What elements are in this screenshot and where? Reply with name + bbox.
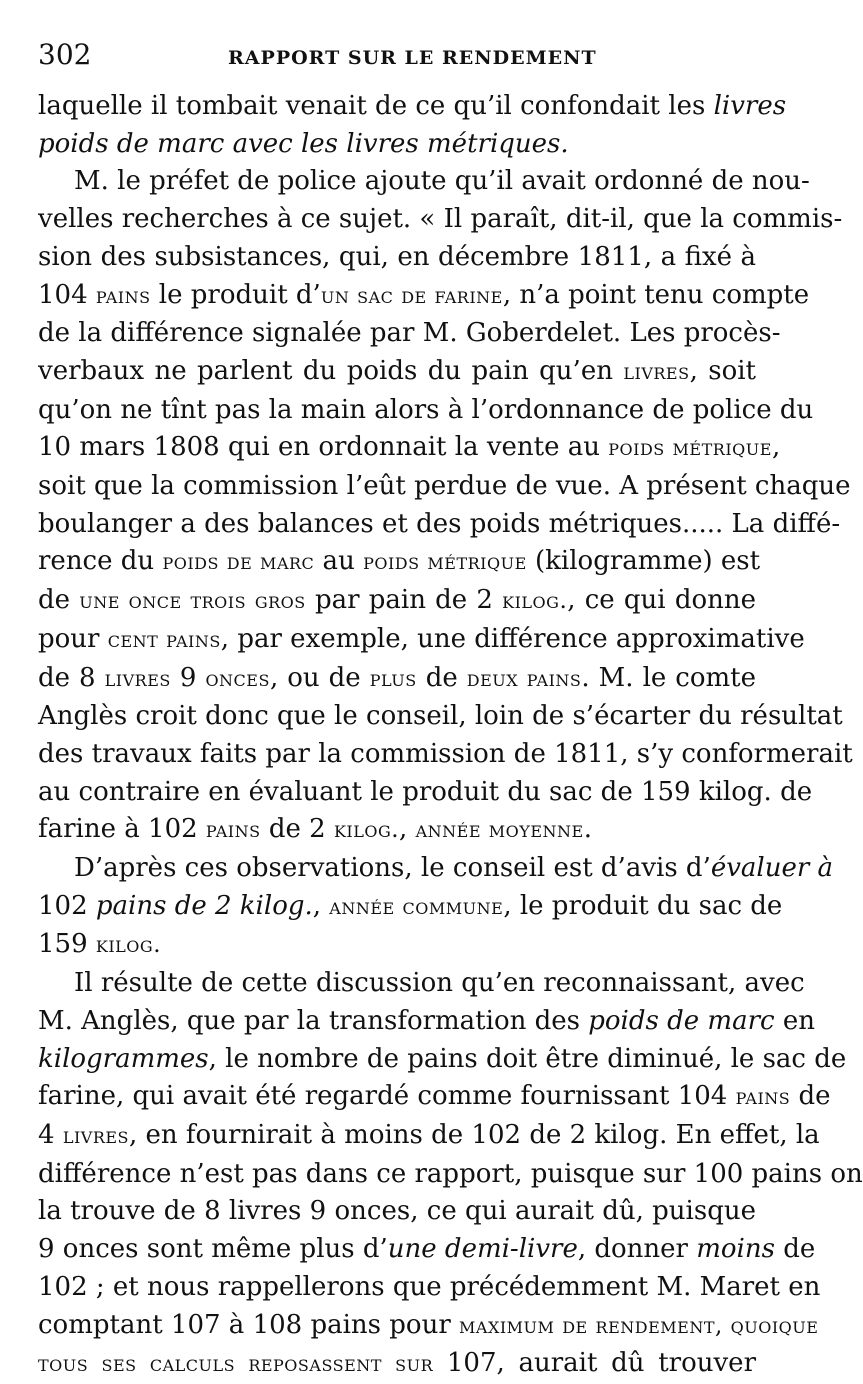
text-segment: pains de 2 kilog. (95, 890, 313, 921)
text-segment: M. Anglès, que par la transformation des (38, 1005, 589, 1036)
text-segment: M. le préfet de police ajoute qu’il avait ordonné de nou- (74, 166, 810, 197)
text-segment: le produit d’ (150, 279, 321, 310)
text-segment: une once trois gros (79, 588, 306, 615)
text-segment: Anglès croit donc que le conseil, loin de s’écarter du résultat (38, 701, 843, 732)
text-segment: kilog. (502, 588, 568, 615)
text-line (38, 1078, 831, 1117)
text-segment: une demi-livre (387, 1234, 578, 1265)
text-segment: pour (38, 623, 108, 654)
text-segment: kilog. (95, 932, 161, 959)
text-line (38, 926, 756, 965)
text-line (38, 774, 813, 812)
text-segment: , (771, 432, 781, 463)
text-segment: , le nombre de pains doit être diminué, le sac de (208, 1043, 847, 1074)
text-segment: 10 mars 1808 qui en ordonnait la vente au (38, 432, 609, 463)
text-line (38, 1231, 816, 1269)
text-line (38, 1269, 821, 1307)
text-segment: , soit (689, 355, 757, 386)
text-segment: qu’on ne tînt pas la main alors à l’ordonnance de police du (38, 394, 814, 425)
text-segment: différence n’est pas dans ce rapport, puisque sur 100 pains on (38, 1158, 863, 1189)
text-segment: 102 (38, 890, 96, 921)
text-segment: . (583, 814, 592, 845)
text-segment: , par exemple, une différence approximative (220, 623, 805, 654)
page-header (38, 38, 756, 88)
text-segment: 159 (38, 929, 96, 960)
text-line (38, 1003, 815, 1041)
text-line (38, 468, 851, 506)
text-segment: soit que la commission l’eût perdue de vue. A présent chaque (38, 471, 851, 502)
text-line (38, 660, 756, 699)
text-line (38, 239, 756, 277)
text-line (38, 698, 843, 736)
text-line (38, 88, 787, 126)
text-segment: sion des subsistances, qui, en décembre 1811, a fixé à (38, 241, 756, 272)
text-line (38, 429, 781, 468)
text-line (38, 965, 805, 1003)
text-segment: , (399, 814, 416, 845)
text-segment: , (312, 890, 330, 921)
text-segment: au (314, 546, 364, 577)
text-segment: poids métrique (608, 435, 772, 462)
text-line (38, 506, 841, 544)
text-segment: poids de marc avec les livres métriques. (38, 128, 569, 159)
text-line (38, 1345, 756, 1384)
text-segment: rence du (38, 546, 163, 577)
body-text (38, 88, 863, 1384)
text-segment: farine à 102 (38, 814, 206, 845)
text-segment: , n’a point tenu compte (502, 279, 810, 310)
text-segment: de (416, 662, 467, 693)
text-segment: par pain de 2 (305, 585, 503, 616)
text-segment: comptant 107 à 108 pains pour (38, 1309, 460, 1340)
text-segment: 9 onces sont même plus d’ (38, 1234, 388, 1265)
text-segment: boulanger a des balances et des poids métriques..... La diffé- (38, 508, 841, 539)
text-line (38, 1041, 847, 1079)
page-number: 302 (38, 38, 92, 71)
text-segment: 104 (38, 279, 96, 310)
text-line (38, 1156, 863, 1194)
text-segment: livres (713, 91, 787, 121)
running-title: RAPPORT SUR LE RENDEMENT (228, 47, 597, 69)
text-segment: onces (205, 665, 270, 692)
text-segment: des travaux faits par la commission de 1811, s’y conformerait (38, 738, 853, 769)
text-segment: , ou de (269, 662, 370, 693)
text-segment: kilogrammes (38, 1043, 209, 1074)
text-segment: de (774, 1234, 816, 1265)
text-line (38, 277, 810, 316)
text-segment: , ce qui donne (567, 585, 756, 616)
text-segment: verbaux ne parlent du poids du pain qu’en (38, 355, 624, 386)
text-segment: 9 (170, 662, 206, 693)
text-segment: livres (62, 1122, 129, 1149)
text-segment: 107, aurait dû trouver (433, 1348, 756, 1379)
text-segment: plus (369, 665, 417, 692)
text-segment: de la différence signalée par M. Goberdelet. Les procès- (38, 318, 781, 349)
text-line (38, 163, 810, 201)
text-segment: 102 ; et nous rappellerons que précédemment M. Maret en (38, 1271, 821, 1302)
text-segment: tous ses calculs reposassent sur (38, 1351, 434, 1378)
text-segment: pains (735, 1084, 791, 1111)
text-line (38, 392, 814, 430)
text-line (38, 1307, 819, 1346)
text-segment: année moyenne (415, 817, 584, 844)
text-line (38, 736, 853, 774)
text-segment: de (790, 1081, 831, 1112)
text-line (38, 126, 756, 164)
text-segment: de 8 (38, 662, 105, 693)
text-segment: année commune (329, 893, 504, 920)
text-segment: 4 (38, 1119, 63, 1150)
text-segment: deux pains (466, 665, 582, 692)
text-segment: Il résulte de cette discussion qu’en reconnaissant, avec (74, 968, 805, 999)
text-line (38, 315, 781, 353)
text-segment: moins (696, 1234, 775, 1265)
text-line (38, 621, 805, 660)
text-segment: livres (623, 358, 690, 385)
text-segment: poids de marc (162, 549, 315, 576)
text-line (38, 353, 756, 392)
text-segment: . M. le comte (581, 662, 757, 693)
text-segment: livres (104, 665, 171, 692)
text-segment: (kilogramme) est (526, 546, 761, 577)
text-segment: , donner (577, 1234, 697, 1265)
text-line (38, 582, 756, 621)
text-segment: au contraire en évaluant le produit du sac de 159 kilog. de (38, 776, 813, 807)
text-line (38, 1193, 756, 1231)
text-line (38, 201, 843, 239)
text-segment: pains (95, 282, 151, 309)
text-segment: de 2 (260, 814, 334, 845)
text-segment: en (774, 1005, 815, 1036)
text-line (38, 811, 756, 850)
text-line (38, 888, 783, 927)
text-segment: cent pains (107, 626, 221, 653)
text-segment: , le produit du sac de (503, 890, 783, 921)
text-segment: pains (205, 817, 261, 844)
text-segment: de (38, 585, 80, 616)
text-line (38, 850, 834, 888)
text-segment: évaluer à (710, 853, 834, 884)
text-segment: laquelle il tombait venait de ce qu’il confondait les (38, 91, 714, 121)
text-segment: poids métrique (363, 549, 527, 576)
text-segment: farine, qui avait été regardé comme fournissant 104 (38, 1081, 736, 1112)
text-segment: velles recherches à ce sujet. « Il paraît, dit-il, que la commis- (38, 204, 843, 235)
text-segment: kilog. (333, 817, 400, 844)
text-segment: maximum de rendement, quoique (459, 1312, 819, 1339)
text-segment: D’après ces observations, le conseil est d’avis d’ (74, 853, 711, 884)
text-segment: poids de marc (588, 1005, 775, 1036)
text-segment: un sac de farine (320, 282, 503, 309)
text-segment: la trouve de 8 livres 9 onces, ce qui aurait dû, puisque (38, 1196, 756, 1227)
text-line (38, 1117, 820, 1156)
text-segment: , en fournirait à moins de 102 de 2 kilog. En effet, la (129, 1119, 820, 1150)
text-line (38, 543, 761, 582)
